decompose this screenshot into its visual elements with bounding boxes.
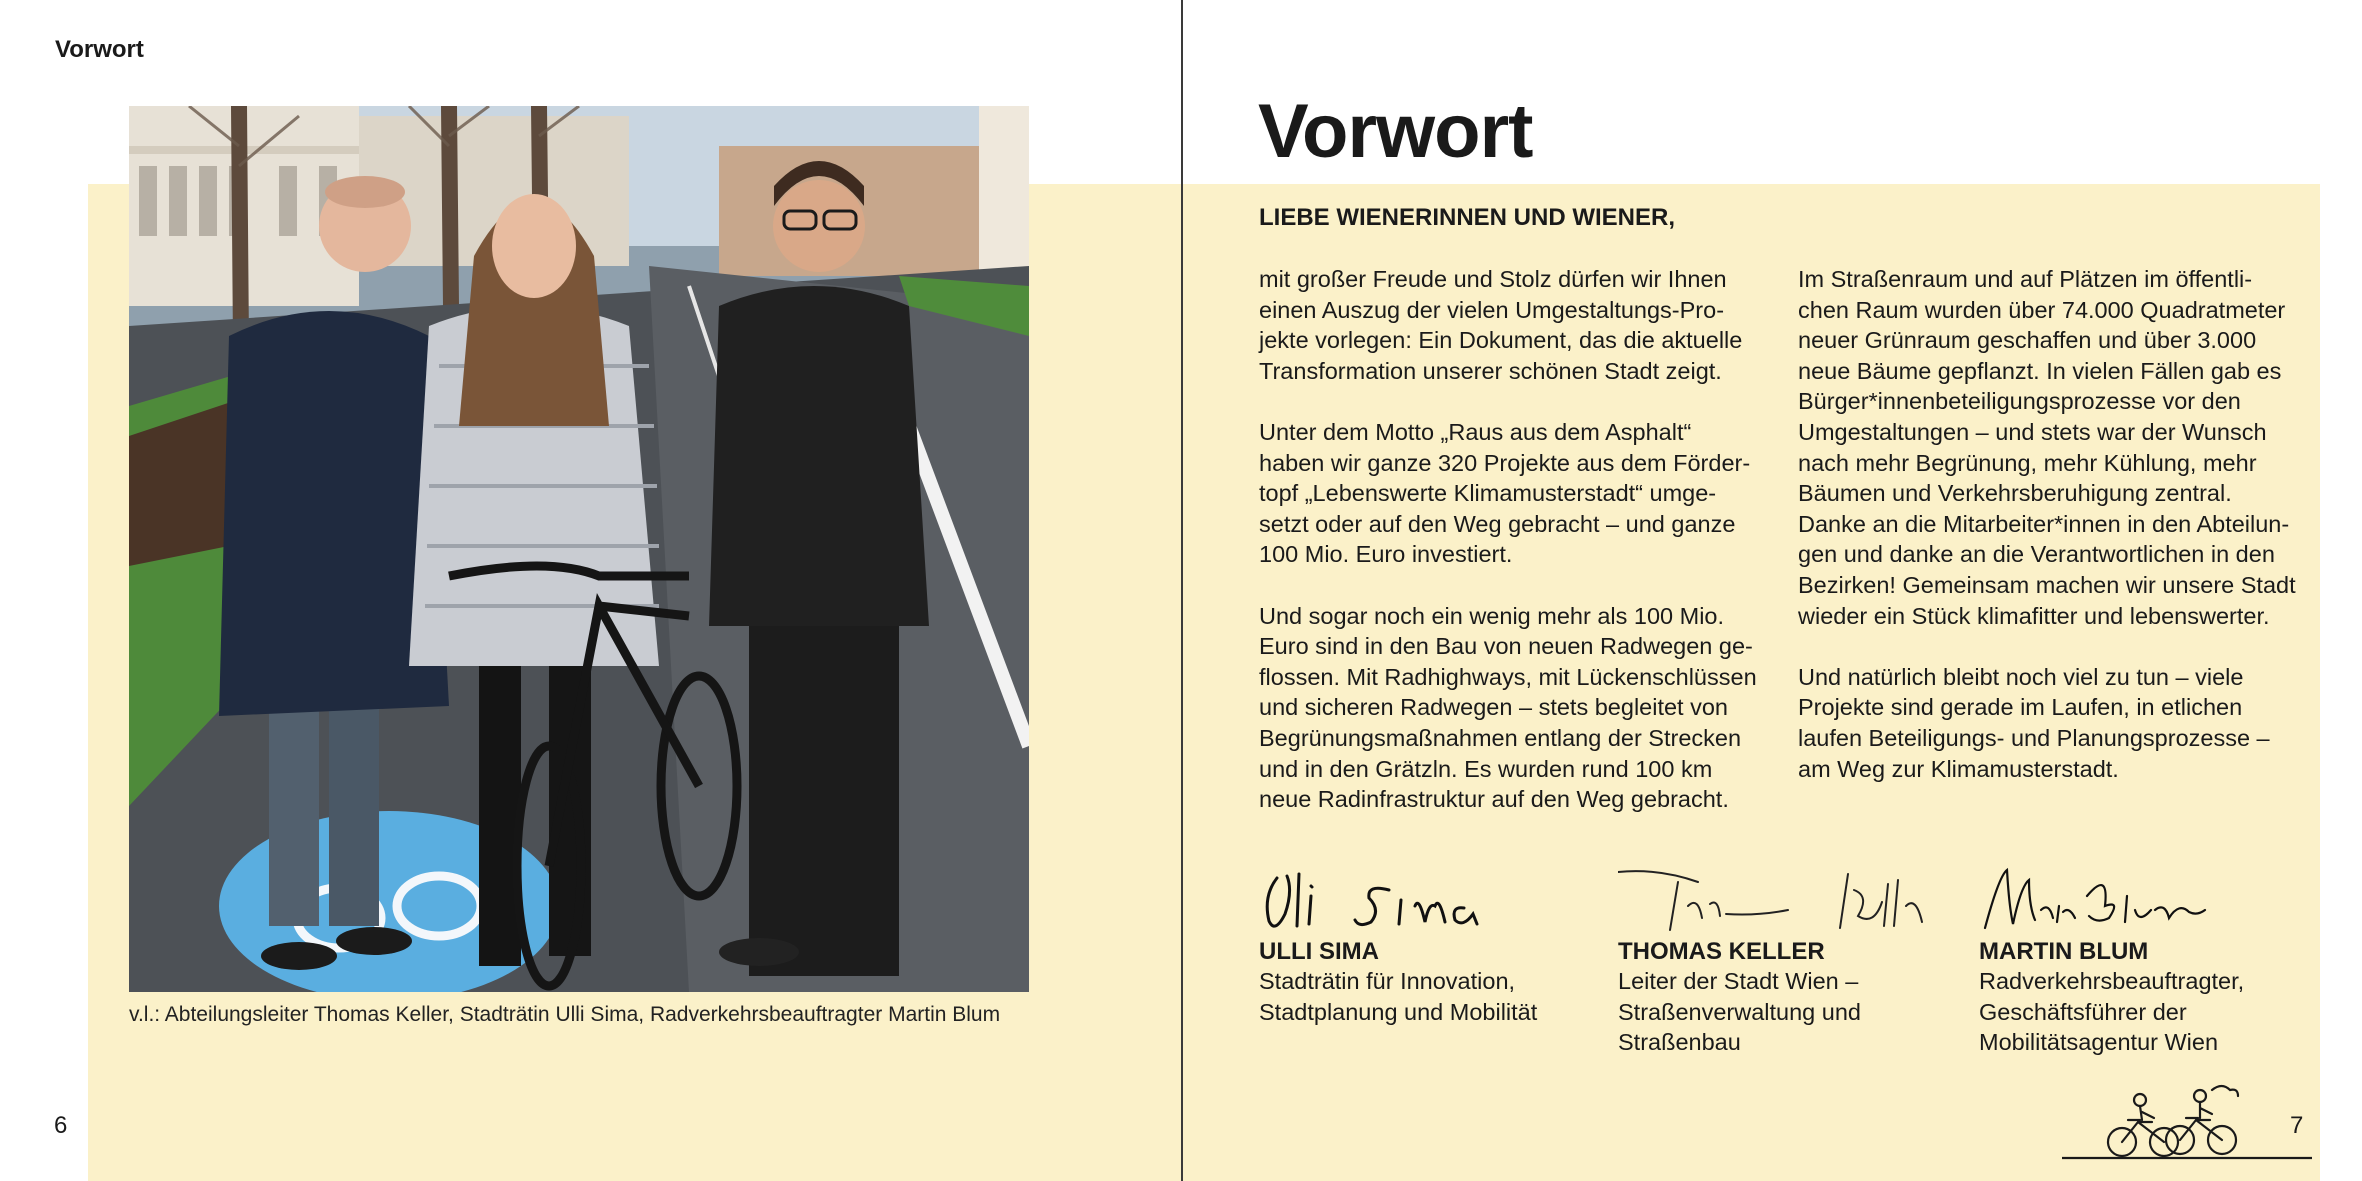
page-title: Vorwort (1258, 89, 1533, 174)
portrait-photo (129, 106, 1029, 992)
paragraph: Und sogar noch ein wenig mehr als 100 Mio. Euro sind in den Bau von neuen Radwegen ge- flossen. Mit Radhighways, mit Lückenschlüssen und sicheren Radwegen – stets begleitet von Begrünungsmaßnahmen entlang der Strecken und in den Grätzln. Es wurden rund 100 km neue Radinfrastruktur auf den Weg gebracht. (1259, 602, 1757, 813)
paragraph: Und natürlich bleibt noch viel zu tun – viele Projekte sind gerade im Laufen, in etlichen laufen Beteiligungs- und Planungsprozesse – am Weg zur Klimamusterstadt. (1798, 663, 2270, 782)
photo-caption: v.l.: Abteilungsleiter Thomas Keller, Stadträtin Ulli Sima, Radverkehrsbeauftragter Martin Blum (129, 1003, 1001, 1026)
cyclists-icon (2062, 1082, 2312, 1162)
text-column-2 (1798, 264, 2308, 815)
salutation: LIEBE WIENERINNEN UND WIENER, (1259, 204, 1676, 231)
text-column-1 (1259, 264, 1769, 845)
signatory-sima (1259, 866, 1537, 1027)
page-number-left: 6 (54, 1112, 68, 1139)
signatory-name: THOMAS KELLER (1618, 938, 1825, 965)
signatory-name: ULLI SIMA (1259, 938, 1379, 965)
signatory-keller (1618, 866, 1938, 1058)
running-head: Vorwort (55, 36, 144, 63)
paragraph: Im Straßenraum und auf Plätzen im öffentli- chen Raum wurden über 74.000 Quadratmeter neuer Grünraum geschaffen und über 3.000 neue Bäume gepflanzt. In vielen Fällen gab es Bürger*innenbeteiligungsprozesse vor den Umgestaltungen – und stets war der Wunsch nach mehr Begrünung, mehr Kühlung, mehr Bäumen und Verkehrsberuhigung zentral. Danke an die Mitarbeiter*innen in den Abteilun- gen und danke an die Verantwortlichen in den Bezirken! Gemeinsam machen wir unsere Stadt wieder ein Stück klimafitter und lebenswerter. (1798, 266, 2296, 629)
signatory-role: Stadträtin für Innovation, Stadtplanung und Mobilität (1259, 968, 1538, 1025)
signature-keller (1618, 866, 1938, 936)
signature-sima (1259, 866, 1519, 936)
signatory-name: MARTIN BLUM (1979, 938, 2149, 965)
signature-blum (1979, 866, 2219, 936)
signatory-role: Leiter der Stadt Wien – Straßenverwaltung und Straßenbau (1618, 968, 1861, 1056)
page-number-right: 7 (2290, 1112, 2304, 1139)
page-spine-divider (1181, 0, 1183, 1181)
signatory-role: Radverkehrsbeauftragter, Geschäftsführer der Mobilitätsagentur Wien (1979, 968, 2245, 1056)
signatory-blum (1979, 866, 2244, 1058)
paragraph: mit großer Freude und Stolz dürfen wir Ihnen einen Auszug der vielen Umgestaltungs-Pro- jekte vorlegen: Ein Dokument, das die aktuelle Transformation unserer schönen Stadt zeigt. (1259, 266, 1743, 384)
paragraph: Unter dem Motto „Raus aus dem Asphalt“ haben wir ganze 320 Projekte aus dem Förder- topf „Lebenswerte Klimamusterstadt“ umge- setzt oder auf den Weg gebracht – und ganze 100 Mio. Euro investiert. (1259, 418, 1751, 568)
